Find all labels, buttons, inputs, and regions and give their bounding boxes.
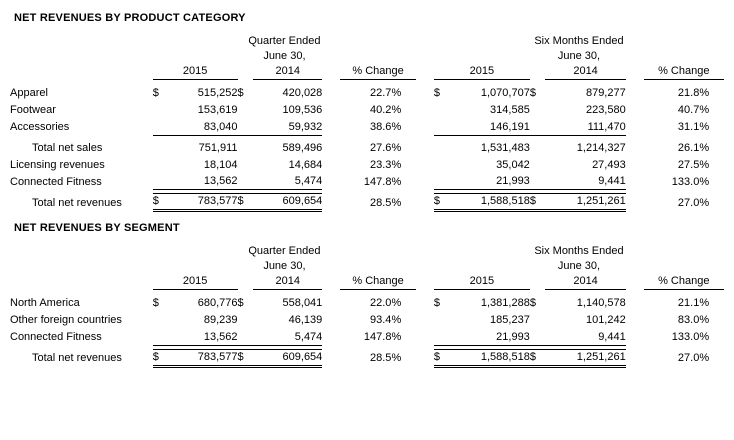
sixmonths-pct-change: 21.8 [677, 87, 700, 99]
sixmonths-pct-change: 31.1 [677, 121, 700, 133]
spacer-cell [626, 311, 644, 328]
header-sixmonths-line2: June 30, [557, 260, 601, 272]
sixmonths-value-2014: 1,140,578 [576, 297, 626, 309]
table-header-group-row [10, 244, 724, 274]
sixmonths-currency-1 [434, 101, 450, 118]
spacer-cell [416, 84, 434, 101]
sixmonths-currency-1 [434, 328, 450, 345]
quarter-value-2014: 420,028 [282, 87, 323, 99]
sixmonths-pct-symbol: % [699, 141, 710, 154]
quarter-currency-2 [238, 328, 254, 345]
header-spacer [626, 274, 644, 290]
header-six-months-ended [434, 34, 724, 64]
header-spacer [10, 64, 153, 80]
header-year-2014-sixmonths: 2014 [545, 274, 625, 290]
sixmonths-pct-symbol: % [699, 158, 710, 171]
sixmonths-pct-change: 40.7 [677, 104, 700, 116]
quarter-currency-1: $ [153, 194, 169, 211]
quarter-currency-2 [238, 156, 254, 173]
quarter-currency-1 [153, 311, 169, 328]
sixmonths-currency-2: $ [530, 194, 546, 211]
spacer-cell [322, 173, 340, 190]
sixmonths-pct-change: 27.0 [677, 196, 700, 209]
sixmonths-currency-2 [530, 328, 546, 345]
sixmonths-currency-2 [530, 156, 546, 173]
sixmonths-value-2014: 879,277 [585, 87, 626, 99]
spacer-cell [626, 139, 644, 156]
header-pct-change-sixmonths: % Change [644, 274, 724, 290]
header-sixmonths-line1: Six Months Ended [534, 245, 624, 257]
header-spacer [322, 274, 340, 290]
quarter-pct-change: 28.5 [370, 352, 392, 364]
quarter-currency-1: $ [152, 297, 159, 309]
sixmonths-value-2015: 21,993 [496, 330, 530, 343]
sixmonths-currency-1: $ [433, 297, 441, 309]
row-label: Licensing revenues [10, 158, 105, 171]
sixmonths-currency-2 [530, 101, 546, 118]
quarter-pct-change: 23.3 [370, 158, 392, 171]
quarter-currency-2: $ [237, 87, 244, 99]
quarter-currency-2 [238, 173, 254, 190]
quarter-value-2015: 783,577 [168, 349, 237, 366]
quarter-value-2014: 59,932 [288, 120, 323, 133]
sixmonths-currency-2: $ [530, 349, 546, 366]
spacer-cell [416, 118, 434, 135]
quarter-value-2014: 5,474 [294, 330, 323, 343]
quarter-pct-symbol: % [391, 104, 402, 116]
spacer-cell [626, 328, 644, 345]
quarter-pct-symbol: % [391, 141, 402, 154]
quarter-pct-symbol: % [391, 196, 402, 209]
spacer-cell [416, 101, 434, 118]
spacer-cell [626, 84, 644, 101]
section-2 [10, 222, 724, 368]
quarter-value-2014: 558,041 [282, 297, 323, 309]
table-row [10, 311, 724, 328]
quarter-currency-2: $ [238, 194, 254, 211]
spacer-cell [322, 139, 340, 156]
quarter-pct-change: 38.6 [370, 121, 392, 133]
header-spacer [322, 64, 340, 80]
header-spacer [416, 34, 434, 64]
sixmonths-currency-1 [434, 156, 450, 173]
sixmonths-currency-1: $ [434, 349, 450, 366]
financial-sections [10, 12, 724, 368]
sixmonths-pct-change: 133.0 [671, 331, 700, 343]
spacer-cell [416, 139, 434, 156]
header-sixmonths-line2: June 30, [557, 50, 601, 62]
quarter-value-2014: 109,536 [282, 104, 323, 116]
quarter-pct-change: 40.2 [370, 104, 392, 116]
sixmonths-value-2014: 1,251,261 [545, 194, 625, 211]
sixmonths-pct-symbol: % [699, 297, 710, 309]
quarter-currency-2 [238, 101, 254, 118]
sixmonths-pct-symbol: % [699, 104, 710, 116]
header-spacer [530, 64, 546, 80]
sixmonths-value-2015: 21,993 [496, 175, 530, 187]
quarter-pct-change: 147.8 [363, 175, 392, 188]
header-year-2014-quarter: 2014 [253, 274, 322, 290]
header-quarter-line2: June 30, [263, 50, 306, 62]
spacer-cell [416, 173, 434, 190]
sixmonths-pct-change: 27.0 [677, 352, 700, 364]
quarter-currency-2 [238, 118, 254, 135]
financial-table [10, 244, 724, 368]
header-spacer [530, 274, 546, 290]
spacer-cell [416, 311, 434, 328]
sixmonths-value-2014: 9,441 [598, 175, 626, 187]
sixmonths-value-2015: 35,042 [496, 158, 530, 171]
quarter-pct-change: 147.8 [363, 331, 392, 343]
quarter-value-2014: 14,684 [288, 158, 323, 171]
table-header-group-row [10, 34, 724, 64]
spacer-cell [626, 194, 644, 211]
quarter-currency-1: $ [152, 87, 159, 99]
sixmonths-value-2014: 223,580 [585, 104, 626, 116]
header-quarter-line1: Quarter Ended [248, 245, 321, 257]
quarter-value-2015: 680,776 [197, 297, 238, 309]
header-year-2015-quarter: 2015 [153, 274, 238, 290]
spacer-cell [322, 294, 340, 311]
row-label: Connected Fitness [10, 175, 102, 188]
header-year-2015-sixmonths: 2015 [434, 64, 530, 80]
sixmonths-value-2014: 27,493 [592, 158, 626, 171]
header-spacer [10, 244, 153, 274]
quarter-value-2015: 83,040 [203, 120, 238, 133]
quarter-value-2014: 609,654 [253, 349, 322, 366]
header-quarter-line2: June 30, [263, 260, 306, 272]
quarter-value-2015: 783,577 [168, 194, 237, 211]
spacer-cell [626, 101, 644, 118]
quarter-pct-symbol: % [391, 158, 402, 171]
sixmonths-value-2014: 111,470 [587, 120, 626, 133]
quarter-currency-1 [153, 101, 169, 118]
header-spacer [10, 274, 153, 290]
sixmonths-currency-1 [434, 139, 450, 156]
spacer-cell [322, 101, 340, 118]
quarter-pct-symbol: % [391, 331, 402, 343]
quarter-pct-change: 28.5 [370, 196, 392, 209]
table-row [10, 84, 724, 101]
row-label: Footwear [10, 104, 56, 116]
spacer-cell [416, 194, 434, 211]
quarter-value-2014: 609,654 [253, 194, 322, 211]
header-year-2014-quarter: 2014 [253, 64, 322, 80]
header-pct-change-sixmonths: % Change [644, 64, 724, 80]
header-spacer [416, 64, 434, 80]
sixmonths-value-2015: 185,237 [490, 314, 530, 326]
quarter-pct-symbol: % [391, 297, 402, 309]
sixmonths-value-2014: 101,242 [585, 314, 626, 326]
sixmonths-value-2014: 1,251,261 [545, 349, 625, 366]
spacer-cell [626, 118, 644, 135]
sixmonths-pct-symbol: % [699, 87, 710, 99]
spacer-cell [322, 84, 340, 101]
header-six-months-ended [434, 244, 724, 274]
quarter-value-2015: 515,252 [197, 87, 238, 99]
sixmonths-value-2015: 1,531,483 [480, 141, 530, 154]
header-spacer [238, 274, 254, 290]
quarter-pct-change: 22.7 [370, 87, 392, 99]
header-quarter-ended [153, 34, 416, 64]
quarter-currency-1 [153, 156, 169, 173]
row-label: North America [10, 297, 80, 309]
quarter-pct-symbol: % [391, 314, 402, 326]
sixmonths-value-2015: 1,588,518 [450, 349, 530, 366]
header-year-2014-sixmonths: 2014 [545, 64, 625, 80]
table-row [10, 173, 724, 190]
row-label: Connected Fitness [10, 331, 102, 343]
header-spacer [416, 244, 434, 274]
row-label: Other foreign countries [10, 314, 122, 326]
header-spacer [416, 274, 434, 290]
spacer-cell [322, 194, 340, 211]
table-row [10, 156, 724, 173]
section-title: NET REVENUES BY SEGMENT [14, 222, 180, 234]
sixmonths-value-2015: 146,191 [490, 120, 530, 133]
quarter-currency-2: $ [238, 349, 254, 366]
table-row [10, 349, 724, 366]
sixmonths-currency-2 [530, 139, 546, 156]
quarter-value-2015: 13,562 [203, 175, 238, 187]
table-header-column-row [10, 64, 724, 80]
quarter-value-2014: 46,139 [288, 314, 323, 326]
quarter-pct-symbol: % [391, 175, 402, 188]
table-row [10, 101, 724, 118]
quarter-value-2015: 13,562 [203, 330, 238, 343]
spacer-cell [322, 156, 340, 173]
table-row [10, 294, 724, 311]
quarter-pct-symbol: % [391, 352, 402, 364]
quarter-currency-2 [238, 139, 254, 156]
sixmonths-currency-2 [530, 311, 546, 328]
sixmonths-currency-2: $ [529, 297, 536, 309]
sixmonths-currency-1 [434, 311, 450, 328]
quarter-pct-change: 27.6 [370, 141, 392, 154]
table-row [10, 194, 724, 211]
header-spacer [10, 34, 153, 64]
sixmonths-pct-change: 21.1 [677, 297, 700, 309]
sixmonths-pct-change: 133.0 [671, 175, 700, 188]
row-label: Apparel [10, 87, 48, 99]
quarter-value-2014: 589,496 [282, 141, 323, 154]
section-title: NET REVENUES BY PRODUCT CATEGORY [14, 12, 246, 24]
sixmonths-currency-1 [434, 118, 450, 135]
sixmonths-currency-2: $ [529, 87, 536, 99]
header-spacer [626, 64, 644, 80]
quarter-pct-symbol: % [391, 87, 402, 99]
quarter-currency-1 [153, 118, 169, 135]
sixmonths-currency-2 [530, 118, 546, 135]
table-row [10, 139, 724, 156]
header-year-2015-quarter: 2015 [153, 64, 238, 80]
table-row [10, 118, 724, 135]
spacer-cell [416, 349, 434, 366]
sixmonths-pct-symbol: % [699, 121, 710, 133]
quarter-currency-1 [153, 173, 169, 190]
quarter-value-2015: 89,239 [203, 314, 238, 326]
spacer-cell [416, 156, 434, 173]
sixmonths-value-2015: 1,381,288 [480, 297, 530, 309]
quarter-currency-2: $ [237, 297, 244, 309]
quarter-value-2015: 153,619 [197, 104, 238, 116]
sixmonths-value-2015: 314,585 [490, 104, 530, 116]
financial-table [10, 34, 724, 212]
quarter-pct-change: 22.0 [370, 297, 392, 309]
header-quarter-ended [153, 244, 416, 274]
row-label: Total net sales [32, 141, 103, 154]
header-sixmonths-line1: Six Months Ended [534, 35, 624, 47]
quarter-currency-1 [153, 328, 169, 345]
quarter-value-2014: 5,474 [294, 175, 323, 187]
sixmonths-pct-change: 26.1 [677, 141, 700, 154]
quarter-pct-symbol: % [391, 121, 402, 133]
spacer-cell [322, 311, 340, 328]
header-pct-change-quarter: % Change [340, 274, 416, 290]
header-spacer [238, 64, 254, 80]
sixmonths-pct-symbol: % [699, 352, 710, 364]
sixmonths-value-2015: 1,588,518 [450, 194, 530, 211]
header-pct-change-quarter: % Change [340, 64, 416, 80]
spacer-cell [626, 349, 644, 366]
quarter-pct-change: 93.4 [370, 314, 392, 326]
sixmonths-value-2014: 1,214,327 [576, 141, 626, 154]
sixmonths-pct-symbol: % [699, 175, 710, 188]
quarter-currency-2 [238, 311, 254, 328]
row-label: Total net revenues [32, 196, 122, 209]
section-1 [10, 12, 724, 212]
spacer-cell [416, 294, 434, 311]
row-label: Accessories [10, 121, 70, 133]
spacer-cell [322, 349, 340, 366]
sixmonths-pct-symbol: % [699, 331, 710, 343]
sixmonths-value-2014: 9,441 [598, 330, 626, 343]
sixmonths-pct-symbol: % [699, 196, 710, 209]
spacer-cell [626, 294, 644, 311]
header-year-2015-sixmonths: 2015 [434, 274, 530, 290]
spacer-cell [416, 328, 434, 345]
sixmonths-value-2015: 1,070,707 [480, 87, 530, 99]
header-quarter-line1: Quarter Ended [248, 35, 321, 47]
sixmonths-currency-1: $ [433, 87, 441, 99]
sixmonths-currency-1 [434, 173, 450, 190]
sixmonths-pct-change: 27.5 [677, 158, 700, 171]
spacer-cell [626, 173, 644, 190]
sixmonths-pct-change: 83.0 [677, 314, 700, 326]
quarter-currency-1 [153, 139, 169, 156]
sixmonths-currency-1: $ [434, 194, 450, 211]
quarter-value-2015: 751,911 [198, 141, 238, 154]
sixmonths-pct-symbol: % [699, 314, 710, 326]
table-row [10, 328, 724, 345]
quarter-value-2015: 18,104 [203, 158, 238, 171]
sixmonths-currency-2 [530, 173, 546, 190]
spacer-cell [322, 328, 340, 345]
table-header-column-row [10, 274, 724, 290]
quarter-currency-1: $ [153, 349, 169, 366]
row-label: Total net revenues [32, 352, 122, 364]
spacer-cell [626, 156, 644, 173]
spacer-cell [322, 118, 340, 135]
